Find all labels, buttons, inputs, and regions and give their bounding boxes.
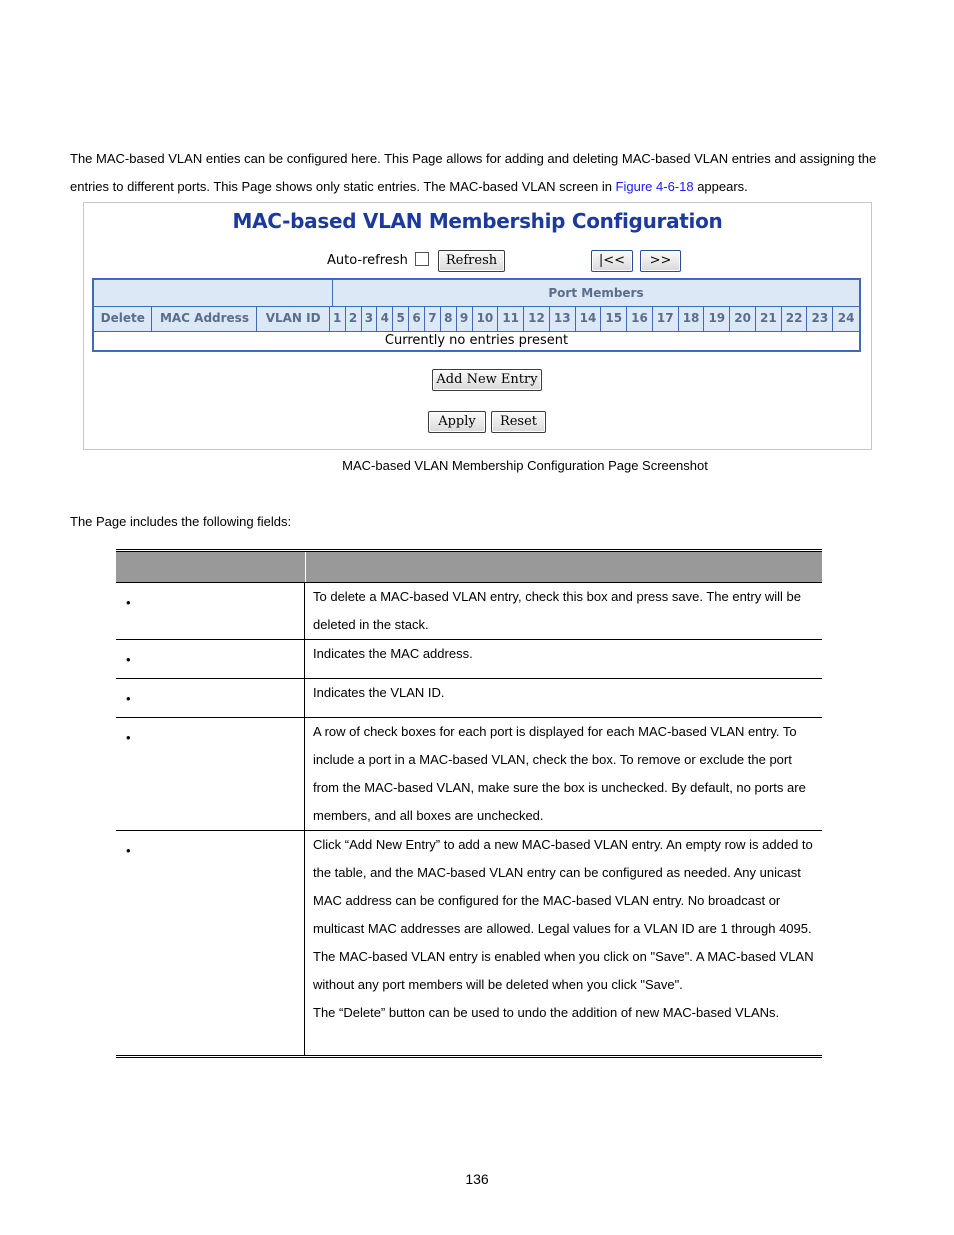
header-description [306, 552, 822, 582]
field-description: Click “Add New Entry” to add a new MAC-based VLAN entry. An empty row is added to the table, and the MAC-based VLAN entry can be configured as needed. Any unicast MAC address can be configured for the MAC-based VLAN entry. No broadcast or multicast MAC addresses are allowed. Legal values for a VLAN ID are 1 through 4095. The MAC-based VLAN entry is enabled when you click on "Save". A MAC-based VLAN without any port members will be deleted when you click "Save". The “Delete” button can be used to undo the addition of new MAC-based VLANs. [313, 837, 814, 1020]
port-header-12: 12 [524, 307, 550, 331]
port-header-5: 5 [393, 307, 409, 331]
intro-text-end: appears. [693, 179, 748, 194]
object-cell [116, 640, 305, 678]
port-header-8: 8 [441, 307, 457, 331]
reset-button[interactable]: Reset [491, 411, 546, 433]
bullet: • [126, 691, 131, 706]
intro-text: The MAC-based VLAN enties can be configured here. This Page allows for adding and deleting MAC-based VLAN entries and assigning the entries to different ports. This Page shows only static entries. The MAC-based VLAN screen in [70, 151, 877, 194]
table-row [116, 679, 822, 718]
port-header-18: 18 [679, 307, 705, 331]
screenshot-title: MAC-based VLAN Membership Configuration [232, 209, 723, 233]
description-cell [305, 831, 822, 1055]
figure-caption: MAC-based VLAN Membership Configuration Page Screenshot [342, 458, 708, 473]
port-header-15: 15 [601, 307, 627, 331]
auto-refresh-label: Auto-refresh [327, 253, 408, 268]
apply-button[interactable]: Apply [428, 411, 486, 433]
col-delete: Delete [94, 307, 152, 331]
field-description: A row of check boxes for each port is displayed for each MAC-based VLAN entry. To include a port in a MAC-based VLAN, check the box. To remove or exclude the port from the MAC-based VLAN, make sure the box is unchecked. By default, no ports are members, and all boxes are unchecked. [313, 724, 806, 823]
description-cell [305, 679, 822, 717]
port-header-11: 11 [498, 307, 524, 331]
object-cell [116, 718, 305, 830]
add-new-entry-button[interactable]: Add New Entry [432, 369, 542, 391]
mac-vlan-table [92, 278, 861, 352]
port-header-22: 22 [782, 307, 808, 331]
empty-message: Currently no entries present [384, 333, 569, 348]
port-header-19: 19 [704, 307, 730, 331]
header-blank [94, 280, 332, 306]
port-header-4: 4 [377, 307, 393, 331]
port-header-23: 23 [807, 307, 833, 331]
bullet: • [126, 652, 131, 667]
figure-link[interactable]: Figure 4-6-18 [615, 179, 694, 194]
col-mac-address: MAC Address [152, 307, 257, 331]
field-description: Indicates the VLAN ID. [313, 685, 445, 700]
object-cell [116, 679, 305, 717]
port-members-header: Port Members [332, 280, 859, 306]
table-row [116, 583, 822, 640]
auto-refresh-checkbox[interactable] [415, 252, 429, 266]
bullet: • [126, 730, 131, 745]
object-cell [116, 583, 305, 639]
fields-table [116, 549, 822, 1058]
page-number: 136 [465, 1171, 489, 1187]
intro-paragraph [70, 145, 900, 201]
bullet: • [126, 595, 131, 610]
description-cell [305, 640, 822, 678]
port-header-14: 14 [576, 307, 602, 331]
next-page-button[interactable]: >> [640, 250, 681, 272]
col-vlan-id: VLAN ID [257, 307, 329, 331]
port-header-10: 10 [473, 307, 499, 331]
table-row [116, 718, 822, 831]
port-header-1: 1 [330, 307, 346, 331]
table-row [116, 831, 822, 1055]
bullet: • [126, 843, 131, 858]
port-header-6: 6 [409, 307, 425, 331]
port-header-7: 7 [425, 307, 441, 331]
field-description: Indicates the MAC address. [313, 646, 473, 661]
port-header-3: 3 [362, 307, 378, 331]
port-header-17: 17 [653, 307, 679, 331]
field-description: To delete a MAC-based VLAN entry, check this box and press save. The entry will be deleted in the stack. [313, 589, 801, 632]
port-header-16: 16 [627, 307, 653, 331]
port-header-20: 20 [730, 307, 756, 331]
description-cell [305, 583, 822, 639]
port-header-9: 9 [457, 307, 473, 331]
port-header-24: 24 [837, 311, 855, 325]
object-cell [116, 831, 305, 1055]
header-object [116, 552, 306, 582]
fields-table-header [116, 552, 822, 583]
port-header-21: 21 [756, 307, 782, 331]
port-header-13: 13 [550, 307, 576, 331]
screenshot-frame [83, 202, 872, 450]
fields-intro: The Page includes the following fields: [70, 514, 292, 529]
first-page-button[interactable]: |<< [591, 250, 633, 272]
refresh-button[interactable]: Refresh [438, 250, 505, 272]
table-row [116, 640, 822, 679]
description-cell [305, 718, 822, 830]
column-header-row [94, 306, 859, 332]
port-header-2: 2 [346, 307, 362, 331]
